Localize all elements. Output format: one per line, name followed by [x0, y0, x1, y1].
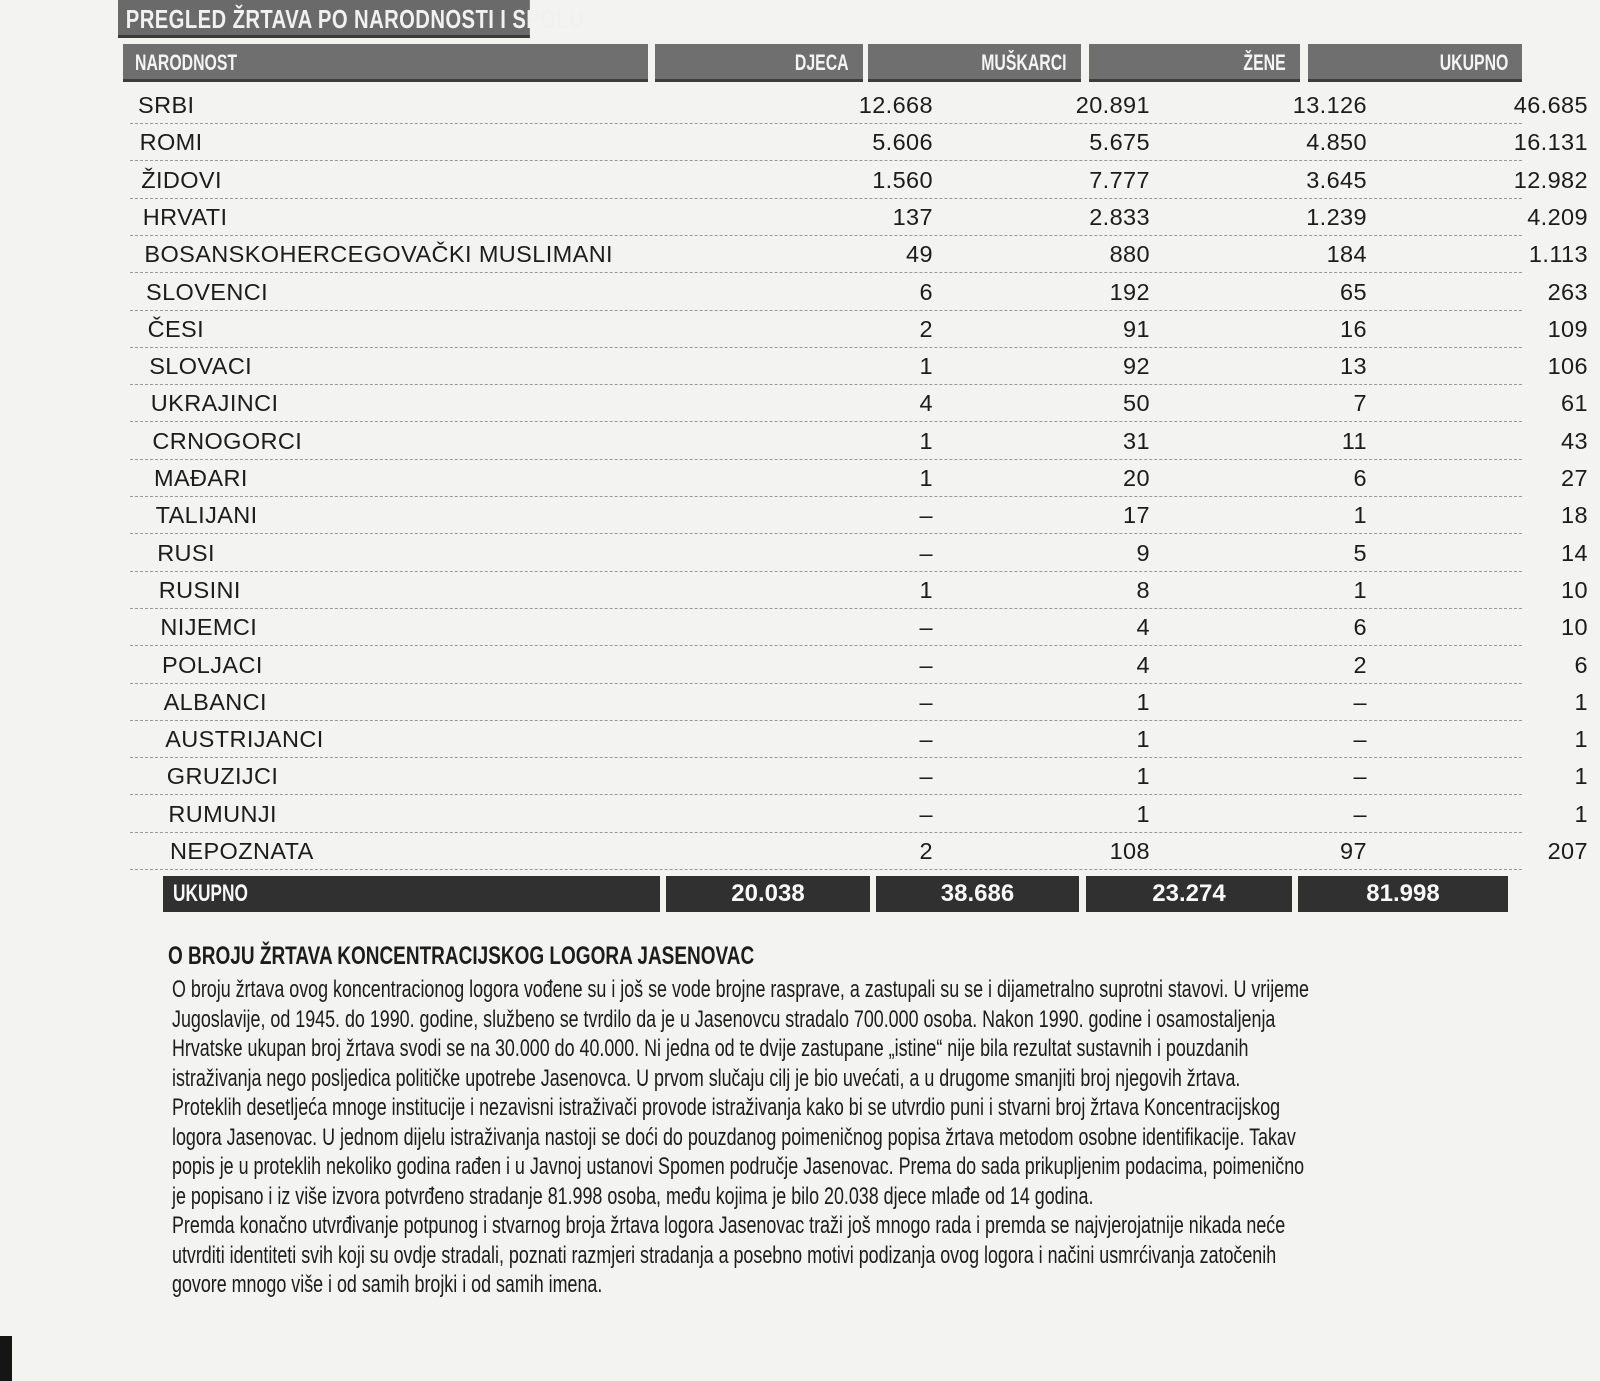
muskarci-cell: 1: [1136, 726, 1150, 753]
djeca-cell: –: [919, 800, 933, 827]
zene-cell: 184: [1326, 241, 1367, 268]
djeca-cell: 5.606: [872, 129, 933, 156]
article-line: Premda konačno utvrđivanje potpunog i stvarnog broja žrtava logora Jasenovac traži još mnogo rada i premda se najvjerojatnije nikada neće: [172, 1212, 1286, 1239]
ukupno-cell: 1: [1574, 763, 1588, 790]
ukupno-cell: 27: [1561, 465, 1588, 491]
table-row: [130, 161, 1588, 199]
djeca-cell: –: [919, 688, 933, 715]
muskarci-cell: 20.891: [1075, 92, 1150, 118]
nationality-cell: SLOVACI: [149, 353, 253, 380]
djeca-cell: 12.668: [858, 92, 933, 118]
djeca-cell: 1: [919, 353, 933, 380]
total-ukupno: 81.998: [1298, 876, 1508, 912]
table-row: [130, 795, 1588, 833]
nationality-cell: CRNOGORCI: [152, 427, 303, 454]
djeca-cell: 1: [919, 576, 933, 603]
zene-cell: 13.126: [1292, 92, 1367, 118]
table-row: [130, 459, 1588, 497]
zene-cell: –: [1353, 763, 1367, 790]
table-row: [130, 86, 1588, 124]
ukupno-cell: 61: [1561, 390, 1588, 417]
zene-cell: –: [1353, 688, 1367, 715]
nationality-cell: AUSTRIJANCI: [165, 726, 324, 753]
zene-cell: 4.850: [1306, 129, 1367, 156]
article-line: Jugoslavije, od 1945. do 1990. godine, službeno se tvrdilo da je u Jasenovcu stradalo 700.000 osoba. Nakon 1990. godine i osamostaljenja: [172, 1005, 1276, 1033]
nationality-cell: ALBANCI: [163, 688, 267, 715]
zene-cell: –: [1353, 800, 1367, 827]
nationality-cell: POLJACI: [162, 651, 263, 678]
zene-cell: 16: [1340, 315, 1367, 342]
table-title: PREGLED ŽRTAVA PO NARODNOSTI I SPOLU: [118, 0, 530, 38]
header-narodnost: NARODNOST: [123, 44, 648, 82]
muskarci-cell: 17: [1123, 502, 1150, 529]
djeca-cell: 6: [919, 278, 933, 305]
table-row: [130, 235, 1588, 273]
ukupno-cell: 14: [1561, 539, 1588, 566]
djeca-cell: 2: [919, 838, 933, 864]
table-row: [130, 496, 1588, 534]
muskarci-cell: 7.777: [1089, 166, 1150, 193]
djeca-cell: 49: [906, 241, 933, 268]
article-title: O BROJU ŽRTAVA KONCENTRACIJSKOG LOGORA JASENOVAC: [168, 942, 755, 970]
nationality-cell: MAĐARI: [154, 465, 248, 491]
table-row: [130, 646, 1588, 684]
article-line: Proteklih desetljeća mnoge institucije i nezavisni istraživači provode istraživanja kako bi se utvrdio puni i stvarni broj žrtava Koncentracijskog: [172, 1094, 1281, 1121]
ukupno-cell: 1.113: [1528, 241, 1588, 268]
nationality-cell: RUSI: [157, 539, 215, 566]
nationality-cell: UKRAJINCI: [150, 390, 279, 417]
zene-cell: 13: [1340, 353, 1367, 380]
djeca-cell: –: [919, 651, 933, 678]
muskarci-cell: 4: [1136, 614, 1150, 641]
article-line: O broju žrtava ovog koncentracionog logora vođene su i još se vode brojne rasprave, a zastupali su se i dijametralno suprotni stavovi. U vrijeme: [172, 976, 1309, 1003]
table-row: [130, 534, 1588, 572]
nationality-cell: BOSANSKOHERCEGOVAČKI MUSLIMANI: [144, 241, 613, 268]
zene-cell: 6: [1353, 614, 1367, 641]
total-zene: 23.274: [1086, 876, 1292, 912]
ukupno-cell: 10: [1561, 614, 1588, 641]
table-row: [130, 720, 1588, 758]
djeca-cell: –: [919, 763, 933, 790]
djeca-cell: –: [919, 726, 933, 753]
total-label: UKUPNO: [163, 876, 660, 912]
muskarci-cell: 8: [1136, 576, 1150, 603]
header-ukupno: UKUPNO: [1308, 44, 1522, 82]
table-row: [130, 608, 1588, 646]
djeca-cell: 1: [919, 465, 933, 491]
muskarci-cell: 108: [1109, 838, 1150, 864]
zene-cell: –: [1353, 726, 1367, 753]
nationality-cell: ČESI: [147, 315, 205, 342]
nationality-cell: TALIJANI: [155, 502, 258, 529]
ukupno-cell: 46.685: [1513, 92, 1588, 118]
header-muskarci: MUŠKARCI: [868, 44, 1081, 82]
muskarci-cell: 50: [1123, 390, 1150, 417]
table-row: [130, 347, 1588, 385]
zene-cell: 1: [1353, 576, 1367, 603]
ukupno-cell: 207: [1547, 838, 1588, 864]
ukupno-cell: 263: [1547, 278, 1588, 305]
muskarci-cell: 92: [1123, 353, 1150, 380]
nationality-cell: RUMUNJI: [168, 800, 277, 827]
nationality-cell: SLOVENCI: [146, 278, 269, 305]
djeca-cell: –: [919, 614, 933, 641]
muskarci-cell: 192: [1109, 278, 1150, 305]
article-body: [172, 975, 1532, 1300]
table-row: [130, 571, 1588, 609]
ukupno-cell: 18: [1561, 502, 1588, 529]
total-muskarci: 38.686: [876, 876, 1079, 912]
zene-cell: 65: [1340, 278, 1367, 305]
article-line: istraživanja nego posljedica političke upotrebe Jasenovca. U prvom slučaju cilj je bio uvećati, a u drugome smanjiti broj njegovih žrtava.: [172, 1064, 1241, 1092]
zene-cell: 3.645: [1306, 166, 1367, 193]
nationality-cell: ROMI: [139, 129, 203, 156]
article-line: je popisano i iz više izvora potvrđeno stradanje 81.998 osoba, među kojima je bilo 20.038 djece mlađe od 14 godina.: [172, 1182, 1094, 1210]
djeca-cell: 1.560: [872, 166, 933, 193]
muskarci-cell: 1: [1136, 688, 1150, 715]
table-row: [130, 123, 1588, 161]
muskarci-cell: 880: [1109, 241, 1150, 268]
zene-cell: 7: [1353, 390, 1367, 417]
zene-cell: 11: [1341, 427, 1367, 454]
zene-cell: 2: [1353, 651, 1367, 678]
table-row: [130, 683, 1588, 721]
article-line: govore mnogo više i od samih brojki i od samih imena.: [172, 1271, 603, 1298]
nationality-cell: NIJEMCI: [160, 614, 258, 641]
nationality-cell: RUSINI: [158, 576, 241, 603]
muskarci-cell: 1: [1136, 763, 1150, 790]
ukupno-cell: 43: [1561, 427, 1588, 454]
zene-cell: 97: [1340, 838, 1367, 864]
djeca-cell: –: [919, 502, 933, 529]
zene-cell: 1.239: [1306, 203, 1367, 230]
nationality-cell: GRUZIJCI: [166, 763, 279, 790]
muskarci-cell: 5.675: [1089, 129, 1150, 156]
ukupno-cell: 109: [1547, 315, 1588, 342]
article-line: popis je u proteklih nekoliko godina rađen i u Javnoj ustanovi Spomen područje Jasenovac. Prema do sada prikupljenim podacima, poimenično: [172, 1153, 1305, 1180]
zene-cell: 6: [1353, 465, 1367, 491]
ukupno-cell: 16.131: [1513, 129, 1588, 156]
muskarci-cell: 4: [1136, 651, 1150, 678]
nationality-cell: SRBI: [138, 92, 195, 118]
table-row: [130, 757, 1588, 795]
muskarci-cell: 91: [1123, 315, 1150, 342]
table-row: [130, 310, 1588, 348]
muskarci-cell: 2.833: [1089, 203, 1150, 230]
ukupno-cell: 10: [1561, 576, 1588, 603]
table-row: [130, 273, 1588, 311]
zene-cell: 5: [1353, 539, 1367, 566]
article-line: Hrvatske ukupan broj žrtava svodi se na 30.000 do 40.000. Ni jedna od te dvije zastupane „istine“ nije bila rezultat sustavnih i pouzdanih: [172, 1035, 1249, 1062]
nationality-cell: HRVATI: [142, 203, 228, 230]
total-djeca: 20.038: [666, 876, 870, 912]
djeca-cell: 137: [892, 203, 933, 230]
edge-mark: [0, 1336, 12, 1381]
ukupno-cell: 12.982: [1513, 166, 1588, 193]
ukupno-cell: 106: [1547, 353, 1588, 380]
header-djeca: DJECA: [655, 44, 863, 82]
ukupno-cell: 4.209: [1527, 203, 1588, 230]
muskarci-cell: 31: [1123, 427, 1150, 454]
nationality-cell: ŽIDOVI: [141, 166, 222, 193]
djeca-cell: 1: [919, 427, 933, 454]
muskarci-cell: 20: [1123, 465, 1150, 491]
ukupno-cell: 6: [1574, 651, 1588, 678]
djeca-cell: –: [919, 539, 933, 566]
ukupno-cell: 1: [1574, 726, 1588, 753]
zene-cell: 1: [1353, 502, 1367, 529]
nationality-cell: NEPOZNATA: [170, 838, 314, 864]
djeca-cell: 4: [919, 390, 933, 417]
ukupno-cell: 1: [1574, 800, 1588, 827]
header-zene: ŽENE: [1089, 44, 1300, 82]
table-row: [130, 422, 1588, 460]
table-row: [130, 384, 1588, 422]
ukupno-cell: 1: [1574, 688, 1588, 715]
muskarci-cell: 9: [1136, 539, 1150, 566]
article-line: logora Jasenovac. U jednom dijelu istraživanja nastoji se doći do pouzdanog poimeničnog popisa žrtava metodom osobne identifikacije. Takav: [172, 1123, 1296, 1151]
muskarci-cell: 1: [1136, 800, 1150, 827]
article-line: utvrditi identiteti svih koji su ovdje stradali, poznati razmjeri stradanja a posebno motivi podizanja ovog logora i načini usmrćivanja zatočenih: [172, 1241, 1277, 1269]
table-row: [130, 198, 1588, 236]
djeca-cell: 2: [919, 315, 933, 342]
table-row: [130, 832, 1588, 870]
